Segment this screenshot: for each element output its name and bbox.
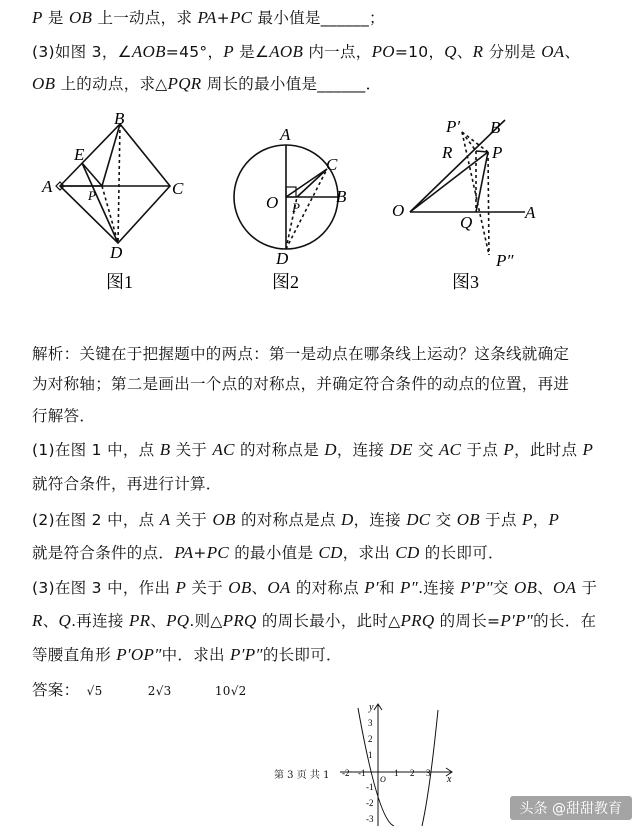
solution-line-8: (3)在图 3 中，作出 P 关于 OB、OA 的对称点 P′和 P″.连接 P′P″交 OB、OA 于 [32, 578, 598, 597]
question-line-3: OB 上的动点，求△PQR 周长的最小值是______． [32, 74, 382, 93]
answer-2: 2√3 [147, 684, 172, 698]
answer-3: 10√2 [214, 684, 247, 698]
graph-x-tick-neg1: -1 [358, 768, 366, 778]
fig3-caption: 图3 [452, 272, 479, 292]
graph-y-label: y [369, 702, 374, 713]
fig2-label-D: D [276, 249, 289, 268]
graph-origin: O [380, 775, 386, 784]
graph-y-tick-1: 1 [368, 750, 373, 760]
solution-line-10: 等腰直角形 P′OP″中．求出 P′P″的长即可． [32, 645, 342, 664]
graph-y-tick-2: 2 [368, 734, 373, 744]
fig1-label-C: C [172, 179, 184, 198]
graph-x-label: x [447, 774, 452, 785]
solution-line-9: R、Q.再连接 PR、PQ.则△PRQ 的周长最小，此时△PRQ 的周长=P′P″的长．在 [32, 611, 597, 630]
coordinate-graph [330, 700, 460, 826]
solution-line-7: 就是符合条件的点．PA+PC 的最小值是 CD，求出 CD 的长即可． [32, 543, 504, 562]
solution-line-2: 为对称轴；第二是画出一个点的对称点，并确定符合条件的动点的位置，再进 [32, 375, 570, 393]
fig3-label-B: B [490, 118, 501, 137]
question-line-2: (3)如图 3，∠AOB=45°，P 是∠AOB 内一点，PO=10，Q、R 分别是 OA、 [32, 42, 581, 61]
answer-line: 答案： √5 2√3 10√2 [32, 681, 247, 699]
fig1-label-D: D [110, 243, 123, 262]
fig3-label-O: O [392, 201, 405, 220]
graph-y-tick-neg2: -2 [366, 798, 374, 808]
fig1-label-E: E [74, 145, 85, 164]
fig2-label-B: B [336, 187, 347, 206]
fig1-label-B: B [114, 109, 125, 128]
figure-3 [410, 120, 525, 255]
graph-y-tick-neg1: -1 [366, 782, 374, 792]
graph-x-tick-3: 3 [426, 768, 431, 778]
watermark: 头条 @甜甜教育 [510, 796, 632, 820]
answer-1: √5 [86, 684, 103, 698]
graph-x-tick-1: 1 [394, 768, 399, 778]
fig3-label-P: P [492, 143, 503, 162]
solution-line-6: (2)在图 2 中，点 A 关于 OB 的对称点是点 D，连接 DC 交 OB 于点 P，P [32, 510, 560, 529]
fig3-label-R: R [442, 143, 453, 162]
page-footer: 第 3 页 共 1 [274, 770, 330, 781]
fig2-label-P: P [292, 200, 300, 215]
fig3-label-A: A [525, 203, 536, 222]
solution-line-1: 解析：关键在于把握题中的两点：第一是动点在哪条线上运动？这条线就确定 [32, 345, 570, 363]
fig2-label-O: O [266, 193, 279, 212]
graph-y-tick-neg3: -3 [366, 814, 374, 824]
fig3-label-Ppp: P″ [496, 251, 514, 270]
graph-y-tick-3: 3 [368, 718, 373, 728]
solution-line-3: 行解答． [32, 407, 96, 425]
solution-line-5: 就符合条件，再进行计算． [32, 475, 222, 493]
fig3-label-Pp: P′ [446, 117, 461, 136]
fig3-label-Q: Q [460, 213, 473, 232]
figure-1 [56, 124, 170, 243]
fig1-label-P: P [88, 188, 96, 203]
fig2-caption: 图2 [272, 272, 299, 292]
fig2-label-A: A [280, 125, 291, 144]
fig2-label-C: C [326, 155, 338, 174]
graph-x-tick-2: 2 [410, 768, 415, 778]
fig1-label-A: A [42, 177, 53, 196]
geometry-figures [0, 100, 640, 300]
graph-x-tick-neg2: -2 [342, 768, 350, 778]
question-line-1: P 是 OB 上一动点，求 PA+PC 最小值是______； [32, 8, 385, 27]
solution-line-4: (1)在图 1 中，点 B 关于 AC 的对称点是 D，连接 DE 交 AC 于点 P，此时点 P [32, 440, 594, 459]
figure-2 [234, 145, 338, 249]
fig1-caption: 图1 [106, 272, 133, 292]
